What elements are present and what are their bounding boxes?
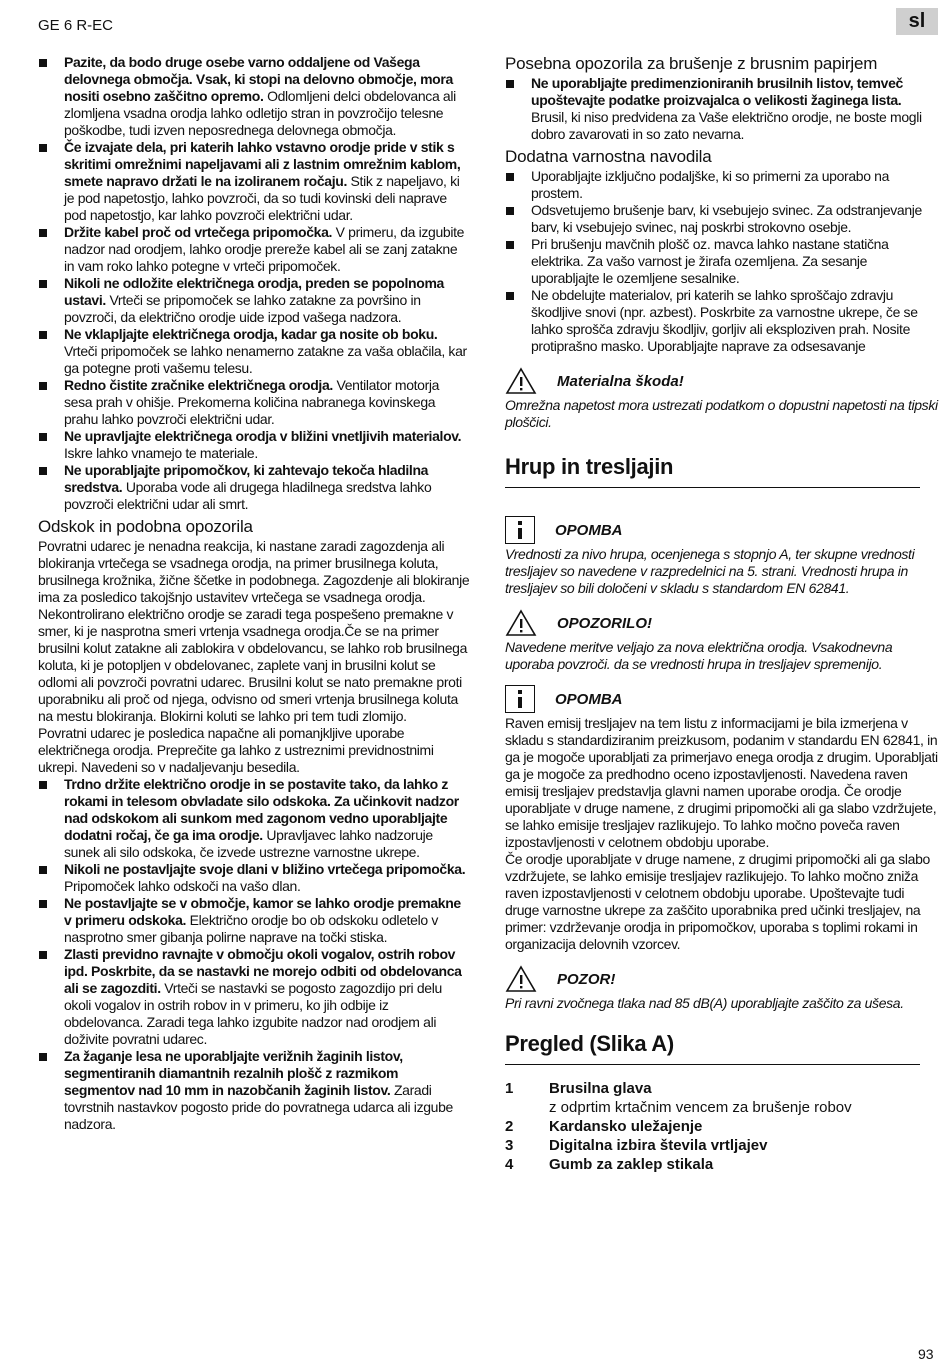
vibration-paragraph: Raven emisij tresljajev na tem listu z informacijami je bila izmerjena v skladu s standardiziranim preizkusom, podanim v standardu EN 62841, in ga je mogoče uporabljati za primerjavo enega orodja z drugim. Uporabljati ga je mogoče za predhodno oceno izpostavljenosti. Navedena raven emisij tresljajev predstavlja glavni namen uporabe orodja. Če orodje uporabljate v druge namene, z drugimi pripomočki ali ga slabo vzdržujete, se lahko emisije tresljajev razlikujejo. To lahko močno poveča raven izpostavljenosti v celotnem obdobju uporabe. bbox=[505, 715, 938, 850]
kickback-bullet: Zlasti previdno ravnajte v območju okoli vogalov, ostrih robov ipd. Poskrbite, da se nastavki ne morejo odbiti od obdelovanca ali se zagozditi. Vrteči se nastavki se pogosto zagozdijo pri delu okoli vogalov in ostrih robov in v primeru, ko jih odbije iz obdelovanca. Zaradi tega lahko izgubite nadzor nad orodjem ali doživite povratni udarec. bbox=[38, 946, 470, 1048]
caution-label: POZOR! bbox=[557, 970, 616, 988]
note-head bbox=[505, 514, 938, 546]
info-icon bbox=[505, 685, 535, 713]
overview-item: 3 Digitalna izbira števila vrtljajev bbox=[505, 1137, 768, 1154]
overview-item: 4 Gumb za zaklep stikala bbox=[505, 1156, 714, 1173]
kickback-bullet: Za žaganje lesa ne uporabljajte verižnih žaginih listov, segmentiranih diamantnih rezalnih plošč z razmikom segmentov nad 10 mm in nazobčanih žaginih listov. Zaradi tovrstnih nastavkov pogosto pride do povratnega udarca ali izgube nadzora. bbox=[38, 1048, 470, 1133]
safety-bullet: Nikoli ne odložite električnega orodja, preden se popolnoma ustavi. Vrteči se pripomoček se lahko zatakne za površino in povzroči, da električno orodje uide izpod vašega nadzora. bbox=[38, 275, 470, 326]
right-column bbox=[505, 54, 938, 1174]
left-column bbox=[38, 54, 470, 1133]
kickback-paragraph: Povratni udarec je nenadna reakcija, ki nastane zaradi zagozdenja ali blokiranja vrtečega se vsadnega orodja, na primer brusilnega koluta, brusilnega krožnika, žične ščetke in podobnega. Zagozdenje ali blokiranje ima za posledico takojšnjo ustavitev vrtečega se vsadnega orodja. Nekontrolirano električno orodje se zaradi tega pospešeno premakne v smer, ki je nasprotna smeri vrtenja vsadnega orodja.Če se na primer brusilni kolut zatakne ali zablokira v obdelovancu, se lahko rob brusilnega koluta, ki je potopljen v obdelovanec, zaplete vanj in brusilni kolut se odlomi ali povzroči povratni udarec. Brusilni kolut se nato premakne proti uporabniku ali proč od njega, odvisno od smeri vrtenja brusilnega koluta na mestu blokiranja. Blokirni koluti se lahko pri tem tudi zlomijo. bbox=[38, 538, 470, 724]
caution-text: Pri ravni zvočnega tlaka nad 85 dB(A) uporabljajte zaščito za ušesa. bbox=[505, 995, 904, 1011]
overview-item: 1 Brusilna glava bbox=[505, 1080, 652, 1097]
safety-bullet: Ne upravljajte električnega orodja v bližini vnetljivih materialov. Iskre lahko vnamejo te materiale. bbox=[38, 428, 470, 462]
note-label: OPOMBA bbox=[555, 690, 623, 708]
page-number: 93 bbox=[918, 1346, 934, 1362]
safety-bullet: Če izvajate dela, pri katerih lahko vstavno orodje pride v stik s skritimi omrežnimi napeljavami ali z lastnim omrežnim kablom, smete napravo držati le na izoliranem ročaju. Stik z napeljavo, ki je pod napetostjo, lahko povzroči, da so tudi kovinski deli naprave pod napetostjo, kar lahko povzroči električni udar. bbox=[38, 139, 470, 224]
caution-head bbox=[505, 963, 938, 995]
warning-icon bbox=[505, 609, 537, 637]
material-damage-text: Omrežna napetost mora ustrezati podatkom o dopustni napetosti na tipski ploščici. bbox=[505, 397, 938, 430]
additional-bullet: Uporabljajte izključno podaljške, ki so primerni za uporabo na prostem. bbox=[505, 168, 938, 202]
model-header: GE 6 R-EC bbox=[38, 17, 114, 34]
kickback-bullet: Nikoli ne postavljajte svoje dlani v bližino vrtečega pripomočka. Pripomoček lahko odskoči na vašo dlan. bbox=[38, 861, 470, 895]
section-heading-noise: Hrup in tresljajin bbox=[505, 453, 920, 488]
safety-bullet: Ne vklapljajte električnega orodja, kadar ga nosite ob boku. Vrteči pripomoček se lahko nenamerno zatakne za vaša oblačila, kar ga potegne proti vašemu telesu. bbox=[38, 326, 470, 377]
language-badge: sl bbox=[896, 8, 938, 35]
material-damage-note-head bbox=[505, 365, 938, 397]
additional-bullet: Odsvetujemo brušenje barv, ki vsebujejo svinec. Za odstranjevanje barv, ki vsebujejo svinec, naj poskrbi strokovno osebje. bbox=[505, 202, 938, 236]
info-icon bbox=[505, 516, 535, 544]
sanding-bullet: Ne uporabljajte predimenzioniranih brusilnih listov, temveč upoštevajte podatke proizvajalca o velikosti žaginega lista. Brusil, ki niso predvidena za Vaše električno orodje, ne boste mogli dobro zavarovati in so zato nevarna. bbox=[505, 75, 938, 143]
kickback-paragraph: Povratni udarec je posledica napačne ali pomanjkljive uporabe električnega orodja. Preprečite ga lahko z ustreznimi previdnostnimi ukrepi. Navedeni so v nadaljevanju besedila. bbox=[38, 725, 434, 775]
section-heading-overview: Pregled (Slika A) bbox=[505, 1030, 920, 1065]
safety-bullet: Ne uporabljajte pripomočkov, ki zahtevajo tekoča hladilna sredstva. Uporaba vode ali drugega hladilnega sredstva lahko povzroči električni udar ali smrt. bbox=[38, 462, 470, 513]
vibration-paragraph: Če orodje uporabljate v druge namene, z drugimi pripomočki ali ga slabo vzdržujete, se lahko emisije tresljajev razlikujejo. To lahko močno zniža raven izpostavljenosti v celotnem obdobju uporabe. Upoštevajte tudi druge varnostne ukrepe za zaščito uporabnika pred učinki tresljajev, na primer: vzdrževanje orodja in pripomočkov, uporaba s toplimi rokami in organizacija delovnih vzorcev. bbox=[505, 851, 930, 952]
safety-bullet: Držite kabel proč od vrtečega pripomočka. V primeru, da izgubite nadzor nad orodjem, lahko orodje prereže kabel ali se zanj zatakne in vam roko lahko potegne v vrteči pripomoček. bbox=[38, 224, 470, 275]
overview-item: 2 Kardansko uležajenje bbox=[505, 1118, 703, 1135]
section-heading-sanding: Posebna opozorila za brušenje z brusnim papirjem bbox=[505, 54, 878, 73]
kickback-bullet: Trdno držite električno orodje in se postavite tako, da lahko z rokami in telesom obvladate silo odskoka. Za učinkovit nadzor nad odskokom ali sunkom med zagonom vedno uporabljajte dodatni ročaj, če ga ima orodje. Upravljavec lahko nadzoruje sunek ali silo odskoka, če izvede ustrezne varnostne ukrepe. bbox=[38, 776, 470, 861]
warning-text: Navedene meritve veljajo za nova električna orodja. Vsakodnevna uporaba povzroči. da se vrednosti hrupa in tresljajev spremenijo. bbox=[505, 639, 893, 672]
note-text: Vrednosti za nivo hrupa, ocenjenega s stopnjo A, ter skupne vrednosti tresljajev so navedene v razpredelnici na 5. strani. Vrednosti hrupa in tresljajev so bili določeni v skladu s standardom EN 62841. bbox=[505, 546, 915, 596]
additional-bullet: Ne obdelujte materialov, pri katerih se lahko sproščajo zdravju škodljive snovi (npr. azbest). Poskrbite za varnostne ukrepe, če se lahko sprošča zdravju škodljiv, gorljiv ali eksploziven prah. Nosite protiprašno masko. Uporabljajte naprave za odsesavanje bbox=[505, 287, 938, 355]
safety-bullet: Redno čistite zračnike električnega orodja. Ventilator motorja sesa prah v ohišje. Prekomerna količina nabranega kovinskega prahu lahko povzroči električni udar. bbox=[38, 377, 470, 428]
section-heading-additional: Dodatna varnostna navodila bbox=[505, 147, 712, 166]
warning-label: OPOZORILO! bbox=[557, 614, 652, 632]
warning-icon bbox=[505, 367, 537, 395]
material-damage-label: Materialna škoda! bbox=[557, 372, 684, 390]
safety-bullet: Pazite, da bodo druge osebe varno oddaljene od Vašega delovnega območja. Vsak, ki stopi na delovno območje, mora nositi osebno zaščitno opremo. Odlomljeni delci obdelovanca ali zlomljena vsadna orodja lahko odletijo stran in povzročijo telesne poškodbe, tudi izven neposrednega delovnega območja. bbox=[38, 54, 470, 139]
note-label: OPOMBA bbox=[555, 521, 623, 539]
overview-list bbox=[505, 1079, 938, 1174]
additional-bullet: Pri brušenju mavčnih plošč oz. mavca lahko nastane statična elektrika. Za vašo varnost je žirafa ozemljena. Za sesanje uporabljajte le ozemljene sesalnike. bbox=[505, 236, 938, 287]
note-head bbox=[505, 683, 938, 715]
warning-icon bbox=[505, 965, 537, 993]
section-heading-kickback: Odskok in podobna opozorila bbox=[38, 517, 253, 536]
warning-head bbox=[505, 607, 938, 639]
overview-item-sub: z odprtim krtačnim vencem za brušenje robov bbox=[549, 1099, 852, 1116]
kickback-bullet: Ne postavljajte se v območje, kamor se lahko orodje premakne v primeru odskoka. Električno orodje bo ob odskoku odletelo v nasprotno smer gibanja polirne naprave na točki stiska. bbox=[38, 895, 470, 946]
